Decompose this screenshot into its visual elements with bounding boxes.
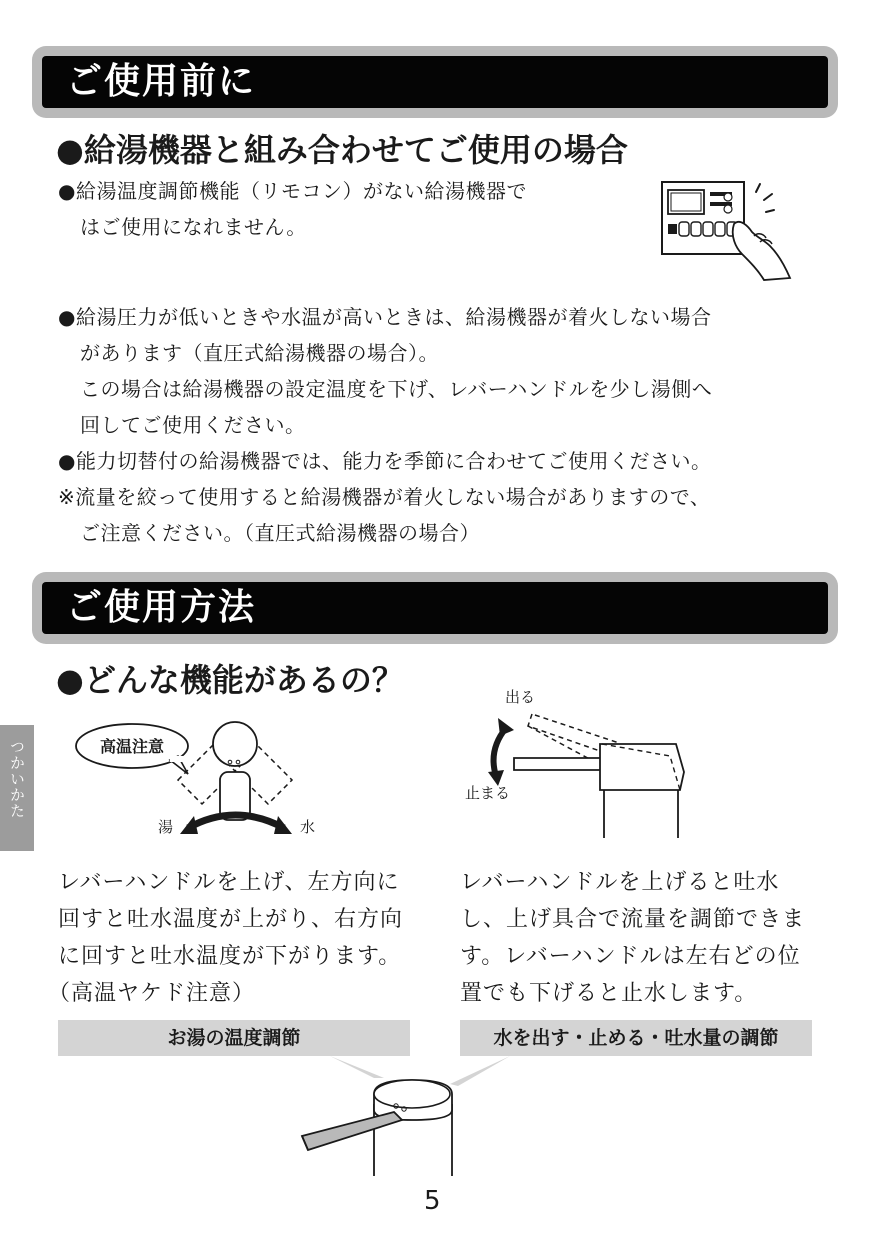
section-title-before-use: ご使用前に [66,61,257,102]
section-header-before-use [32,46,838,118]
right-desc-line3: す。レバーハンドルは左右どの位 [460,944,801,969]
note4-line2: ご注意ください。（直圧式給湯機器の場合） [80,521,480,545]
section-title-how-to-use: ご使用方法 [66,587,257,628]
side-tab-label: つかいかた [8,739,26,819]
label-flow-adjust: 水を出す・止める・吐水量の調節 [460,1020,812,1056]
left-desc-line2: 回すと吐水温度が上がり、右方向 [58,907,404,932]
remote-control-icon [660,180,804,282]
left-desc-line3: に回すと吐水温度が下がります。 [58,944,402,969]
pointing-hand-icon [733,222,790,280]
subheading-functions: ●どんな機能があるの？ [56,661,404,699]
note3-line1: ●能力切替付の給湯機器では、能力を季節に合わせてご使用ください。 [58,449,712,473]
label-hot: 湯 [158,818,174,836]
note1-line1: ●給湯温度調節機能（リモコン）がない給湯機器で [58,179,527,203]
subheading-water-heater: ●給湯機器と組み合わせてご使用の場合 [56,131,628,169]
faucet-lever-icon [290,1054,570,1180]
note4-line1: ※流量を絞って使用すると給湯機器が着火しない場合がありますので、 [58,485,711,509]
right-desc-line4: 置でも下げると止水します。 [460,981,758,1006]
left-desc-line1: レバーハンドルを上げ、左方向に [58,870,400,895]
label-water-out: 出る [505,688,536,706]
left-desc-line4: （高温ヤケド注意） [48,981,256,1006]
label-cold: 水 [300,818,316,836]
right-desc-line2: し、上げ具合で流量を調節できま [460,907,806,932]
section-header-how-to-use [32,572,838,644]
note2-line1: ●給湯圧力が低いときや水温が高いときは、給湯機器が着火しない場合 [58,305,712,329]
note2-line2: があります（直圧式給湯機器の場合）。 [80,341,439,365]
note1-line2: はご使用になれません。 [80,215,307,239]
page-number: 5 [424,1186,441,1216]
right-desc-line1: レバーハンドルを上げると吐水 [460,870,780,895]
faucet-side-view-icon [470,700,700,840]
note2-line3: この場合は給湯機器の設定温度を下げ、レバーハンドルを少し湯側へ [80,377,713,401]
side-tab [0,725,34,851]
note2-line4: 回してご使用ください。 [80,413,306,437]
callout-high-temp: 高温注意 [100,737,165,756]
label-temperature-adjust: お湯の温度調節 [58,1020,410,1056]
label-water-stop: 止まる [465,784,511,802]
curved-arrow-icon [180,815,292,834]
